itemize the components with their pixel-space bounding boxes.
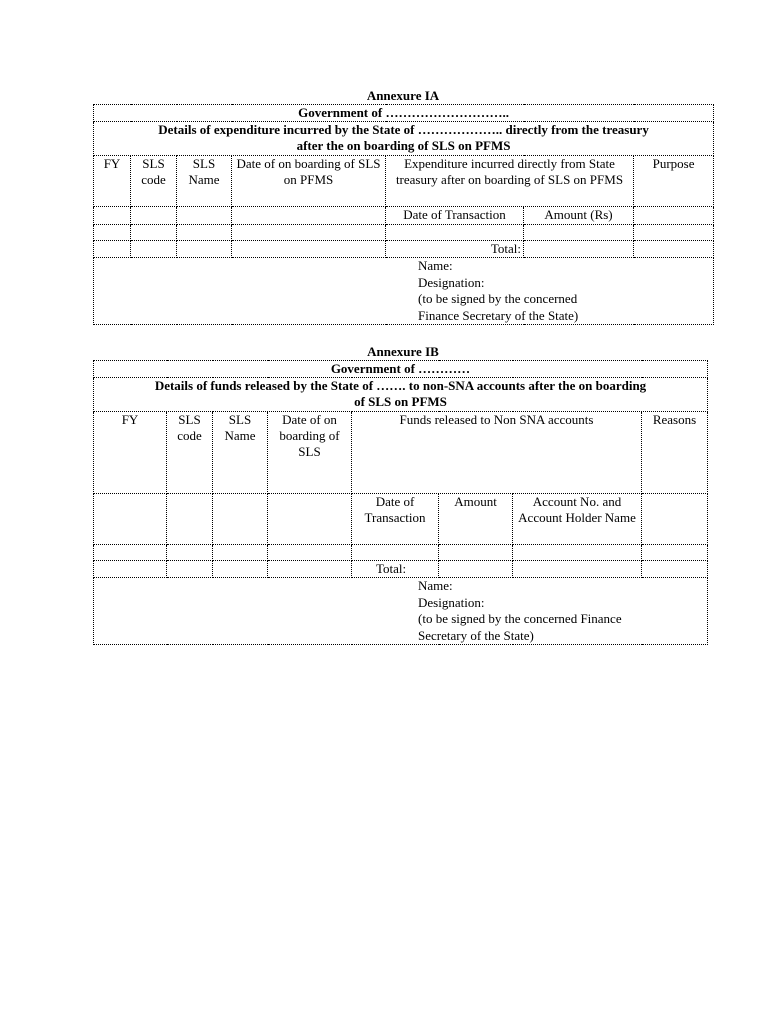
header-reasons: Reasons: [642, 412, 708, 494]
table-row: [94, 545, 708, 561]
details-heading-ib: [94, 378, 708, 412]
empty-cell: [94, 545, 167, 561]
empty-cell: [386, 225, 524, 241]
header-date-onboarding: Date of on boarding of SLS: [268, 412, 352, 494]
subheader-account-no: Account No. and Account Holder Name: [513, 494, 642, 545]
table-row: [94, 225, 714, 241]
details-line-1: Details of expenditure incurred by the State of ……………….. directly from the treasury: [158, 122, 649, 137]
header-sls-code: SLS code: [167, 412, 213, 494]
empty-cell: [268, 561, 352, 578]
empty-cell: [439, 561, 513, 578]
subheader-amount: Amount: [439, 494, 513, 545]
subheader-amount: Amount (Rs): [524, 207, 634, 225]
signature-block: [94, 578, 708, 645]
details-line-2: of SLS on PFMS: [354, 394, 447, 409]
government-of-ib: Government of …………: [94, 361, 708, 378]
signature-note-1: (to be signed by the concerned: [418, 291, 578, 306]
empty-cell: [642, 545, 708, 561]
empty-cell: [213, 545, 268, 561]
header-date-onboarding: Date of on boarding of SLS on PFMS: [232, 156, 386, 207]
empty-cell: [268, 494, 352, 545]
header-sls-code: SLS code: [131, 156, 177, 207]
empty-cell: [524, 241, 634, 258]
empty-cell: [131, 241, 177, 258]
empty-cell: [634, 207, 714, 225]
header-sls-name: SLS Name: [213, 412, 268, 494]
empty-cell: [94, 561, 167, 578]
signature-note-1: (to be signed by the concerned Finance: [418, 611, 622, 626]
details-line-1: Details of funds released by the State of ……. to non-SNA accounts after the on boarding: [154, 378, 647, 393]
empty-cell: [213, 561, 268, 578]
signature-designation: Designation:: [418, 274, 485, 290]
empty-cell: [94, 494, 167, 545]
empty-cell: [634, 241, 714, 258]
header-expenditure: Expenditure incurred directly from State treasury after on boarding of SLS on PFMS: [386, 156, 634, 207]
empty-cell: [642, 561, 708, 578]
annexure-ia-table: [93, 104, 714, 325]
empty-cell: [439, 545, 513, 561]
header-fy: FY: [94, 156, 131, 207]
empty-cell: [232, 225, 386, 241]
empty-cell: [524, 225, 634, 241]
empty-cell: [213, 494, 268, 545]
empty-cell: [268, 545, 352, 561]
empty-cell: [167, 494, 213, 545]
signature-note-2: Finance Secretary of the State): [418, 307, 579, 323]
empty-cell: [131, 207, 177, 225]
signature-block: [94, 258, 714, 325]
empty-cell: [352, 545, 439, 561]
empty-cell: [513, 561, 642, 578]
empty-cell: [232, 241, 386, 258]
annexure-ib-table: [93, 360, 708, 645]
signature-name: Name:: [418, 578, 453, 593]
empty-cell: [232, 207, 386, 225]
signature-designation: Designation:: [418, 594, 485, 610]
total-label: Total:: [386, 241, 524, 258]
empty-cell: [167, 545, 213, 561]
subheader-date-of-transaction: Date of Transaction: [386, 207, 524, 225]
signature-name: Name:: [418, 258, 453, 273]
annexure-ia-title: Annexure IA: [366, 88, 440, 103]
empty-cell: [94, 241, 131, 258]
header-fy: FY: [94, 412, 167, 494]
subheader-date-of-transaction: Date of Transaction: [352, 494, 439, 545]
empty-cell: [177, 241, 232, 258]
empty-cell: [634, 225, 714, 241]
header-funds-released: Funds released to Non SNA accounts: [352, 412, 642, 494]
empty-cell: [131, 225, 177, 241]
signature-note-2: Secretary of the State): [418, 627, 534, 643]
header-purpose: Purpose: [634, 156, 714, 207]
empty-cell: [642, 494, 708, 545]
total-label: Total:: [352, 561, 439, 578]
empty-cell: [94, 225, 131, 241]
header-sls-name: SLS Name: [177, 156, 232, 207]
empty-cell: [177, 207, 232, 225]
empty-cell: [513, 545, 642, 561]
annexure-ib-title: Annexure IB: [367, 344, 439, 359]
empty-cell: [94, 207, 131, 225]
empty-cell: [167, 561, 213, 578]
government-of-ia: Government of ………………………..: [94, 105, 714, 122]
details-heading-ia: [94, 122, 714, 156]
empty-cell: [177, 225, 232, 241]
details-line-2: after the on boarding of SLS on PFMS: [296, 138, 511, 153]
